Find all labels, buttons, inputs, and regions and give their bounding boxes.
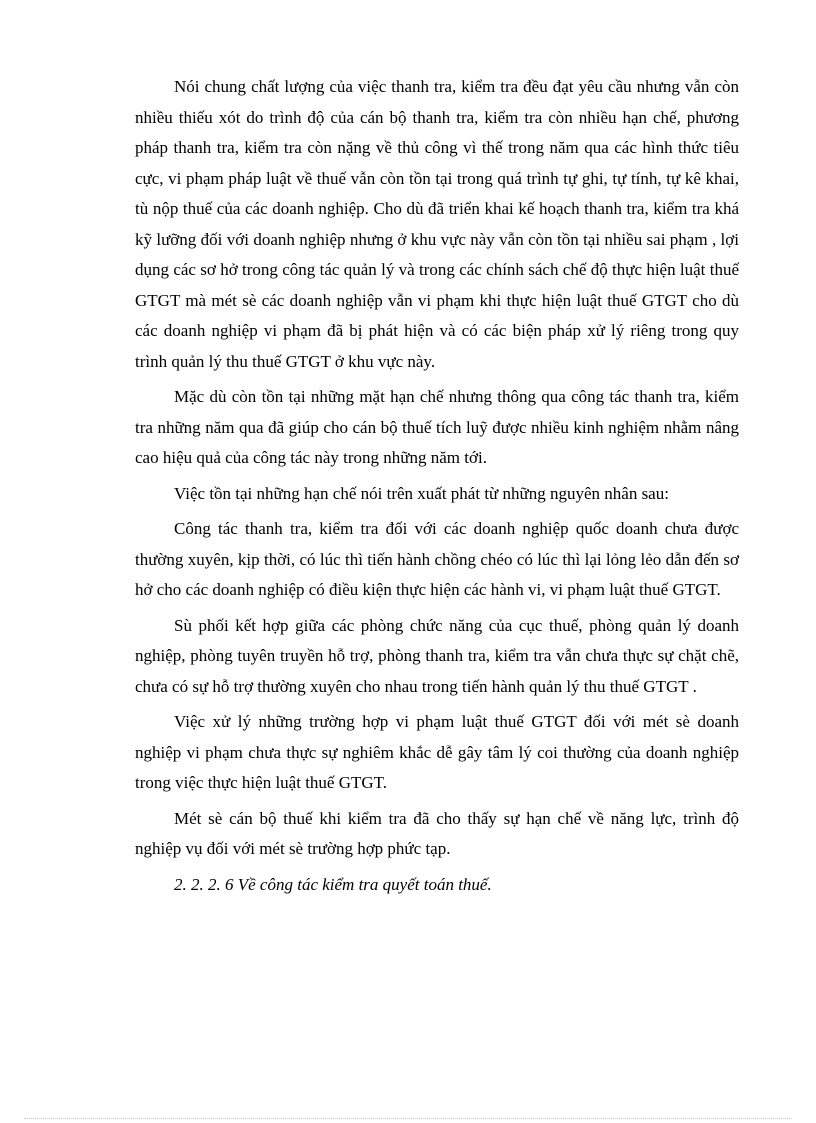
paragraph-despite-limitations: Mặc dù còn tồn tại những mặt hạn chế nhưng thông qua công tác thanh tra, kiểm tra những năm qua đã giúp cho cán bộ thuế tích luỹ được nhiều kinh nghiệm nhằm nâng cao hiệu quả của công tác này trong những năm tới. bbox=[135, 387, 739, 467]
section-heading: 2. 2. 2. 6 Về công tác kiểm tra quyết toán thuế. bbox=[174, 874, 492, 894]
paragraph-cause-staff: Mét sè cán bộ thuế khi kiểm tra đã cho thấy sự hạn chế về năng lực, trình độ nghiệp vụ đối với mét sè trường hợp phức tạp. bbox=[135, 808, 739, 858]
document-page bbox=[135, 72, 739, 900]
page-bottom-divider bbox=[24, 1118, 792, 1119]
paragraph-cause-coordination: Sù phối kết hợp giữa các phòng chức năng của cục thuế, phòng quản lý doanh nghiệp, phòng tuyên truyền hỗ trợ, phòng thanh tra, kiểm tra vẫn chưa thực sự chặt chẽ, chưa có sự hỗ trợ thường xuyên cho nhau trong tiến hành quản lý thu thuế GTGT . bbox=[135, 615, 739, 696]
paragraph-inspection-quality: Nói chung chất lượng của việc thanh tra, kiểm tra đều đạt yêu cầu nhưng vẫn còn nhiều thiếu xót do trình độ của cán bộ thanh tra, kiểm tra còn nhiều hạn chế, phương pháp thanh tra, kiểm tra còn nặng về thủ công vì thế trong năm qua các hình thức tiêu cực, vi phạm pháp luật về thuế vẫn còn tồn tại trong quá trình tự ghi, tự tính, tự kê khai, tù nộp thuế của các doanh nghiệp. Cho dù đã triển khai kế hoạch thanh tra, kiểm tra khá kỹ lưỡng đối với doanh nghiệp nhưng ở khu vực này vẫn còn tồn tại nhiều sai phạm , lợi dụng các sơ hở trong công tác quản lý và trong các chính sách chế độ thực hiện luật thuế GTGT mà mét sè các doanh nghiệp vẫn vi phạm khi thực hiện luật thuế GTGT cho dù các doanh nghiệp vi phạm đã bị phát hiện và có các biện pháp xử lý riêng trong quy trình quản lý thu thuế GTGT ở khu vực này. bbox=[135, 77, 739, 371]
paragraph-causes-intro: Việc tồn tại những hạn chế nói trên xuất phát từ những nguyên nhân sau: bbox=[174, 483, 669, 503]
paragraph-cause-inspection: Công tác thanh tra, kiểm tra đối với các doanh nghiệp quốc doanh chưa được thường xuyên, kịp thời, có lúc thì tiến hành chồng chéo có lúc thì lại lỏng lẻo dẫn đến sơ hở cho các doanh nghiệp có điều kiện thực hiện các hành vi, vi phạm luật thuế GTGT. bbox=[135, 519, 739, 599]
paragraph-cause-handling: Việc xử lý những trường hợp vi phạm luật thuế GTGT đối với mét sè doanh nghiệp vi phạm chưa thực sự nghiêm khắc dễ gây tâm lý coi thường của doanh nghiệp trong việc thực hiện luật thuế GTGT. bbox=[135, 712, 739, 792]
